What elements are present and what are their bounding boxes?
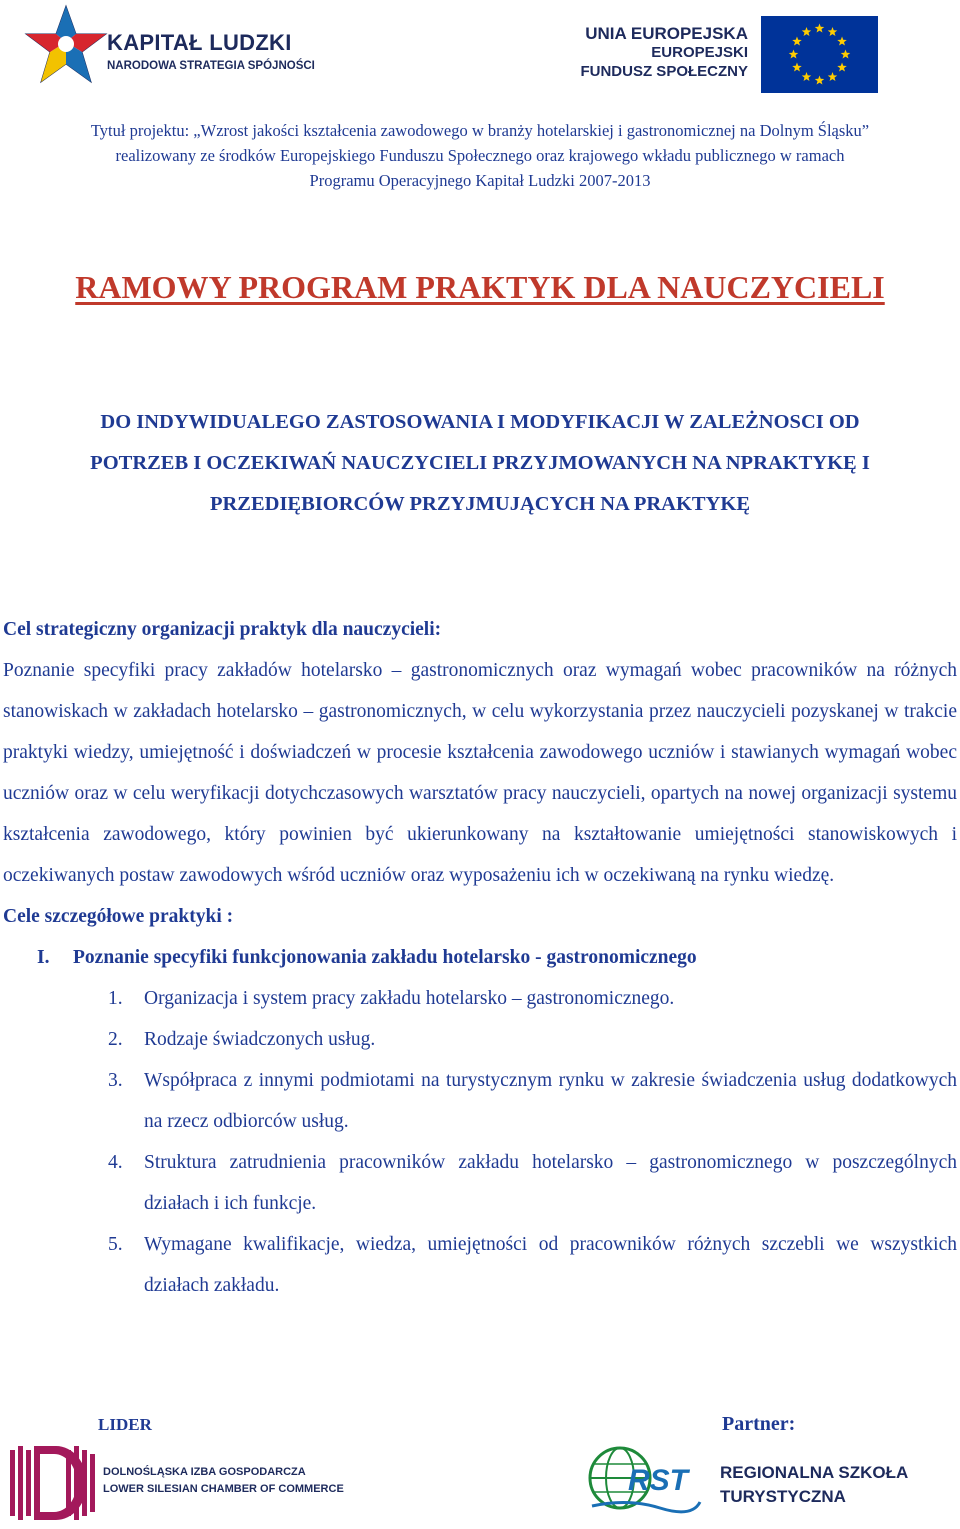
list-item-text: Wymagane kwalifikacje, wiedza, umiejętności od pracowników różnych szczebli we wszystkich działach zakładu. — [144, 1234, 957, 1296]
kapital-ludzki-subtitle: NARODOWA STRATEGIA SPÓJNOŚCI — [107, 60, 315, 72]
project-line-1: Tytuł projektu: „Wzrost jakości kształcenia zawodowego w branży hotelarskiej i gastronomicznej na Dolnym Śląsku” — [90, 121, 870, 140]
lider-label: LIDER — [98, 1415, 152, 1434]
eu-line-1: UNIA EUROPEJSKA — [585, 24, 748, 43]
list-item-number: 4. — [108, 1152, 123, 1173]
partner-label: Partner: — [722, 1413, 796, 1435]
section-title: Poznanie specyfiki funkcjonowania zakładu hotelarsko - gastronomicznego — [73, 947, 697, 968]
list-item-number: 1. — [108, 988, 123, 1009]
partner-org-line-1: REGIONALNA SZKOŁA — [720, 1463, 909, 1482]
eu-line-3: FUNDUSZ SPOŁECZNY — [580, 63, 748, 80]
eu-flag-icon — [761, 16, 878, 93]
list-item-text: Organizacja i system pracy zakładu hotelarsko – gastronomicznego. — [144, 988, 675, 1009]
project-info — [0, 118, 960, 193]
partner-org-name — [720, 1461, 908, 1509]
kapital-ludzki-title: KAPITAŁ LUDZKI — [107, 30, 292, 55]
partner-org-line-2: TURYSTYCZNA — [720, 1487, 846, 1506]
list-item-number: 5. — [108, 1234, 123, 1255]
list-item — [108, 1060, 957, 1142]
page-subtitle — [0, 402, 960, 525]
list-item-number: 3. — [108, 1070, 123, 1091]
list-item — [108, 1019, 957, 1060]
project-line-2: realizowany ze środków Europejskiego Funduszu Społecznego oraz krajowego wkładu publicznego w ramach — [115, 146, 845, 165]
list-item-text: Współpraca z innymi podmiotami na turystycznym rynku w zakresie świadczenia usług dodatkowych na rzecz odbiorców usług. — [144, 1070, 957, 1132]
list-item-number: 2. — [108, 1029, 123, 1050]
list-item — [108, 1142, 957, 1224]
list-item-text: Struktura zatrudnienia pracowników zakładu hotelarsko – gastronomicznego w poszczególnych działach i ich funkcje. — [144, 1152, 957, 1214]
objectives-list — [3, 978, 957, 1306]
eu-line-2: EUROPEJSKI — [651, 44, 748, 61]
dig-emblem-logo — [8, 1440, 100, 1524]
strategic-goal-heading: Cel strategiczny organizacji praktyk dla nauczycieli: — [3, 619, 442, 640]
document-body — [3, 609, 957, 1306]
list-item — [108, 1224, 957, 1306]
list-item — [108, 978, 957, 1019]
subtitle-line-1: DO INDYWIDUALEGO ZASTOSOWANIA I MODYFIKACJI W ZALEŻNOSCI OD — [100, 411, 860, 433]
section-number: I. — [37, 947, 50, 968]
subtitle-line-2: POTRZEB I OCZEKIWAŃ NAUCZYCIELI PRZYJMOWANYCH NA NPRAKTYKĘ I — [90, 452, 870, 474]
page-title: RAMOWY PROGRAM PRAKTYK DLA NAUCZYCIELI — [75, 269, 885, 305]
section-heading — [37, 937, 957, 978]
rst-logo-text: RST — [628, 1464, 688, 1497]
detailed-goals-heading: Cele szczegółowe praktyki : — [3, 906, 234, 927]
lider-org-name — [103, 1464, 344, 1498]
project-line-3: Programu Operacyjnego Kapitał Ludzki 2007-2013 — [309, 171, 651, 190]
lider-org-line-1: DOLNOŚLĄSKA IZBA GOSPODARCZA — [103, 1466, 306, 1478]
eu-logo-text — [580, 24, 748, 81]
list-item-text: Rodzaje świadczonych usług. — [144, 1029, 376, 1050]
kapital-ludzki-star-icon — [24, 4, 114, 94]
lider-org-line-2: LOWER SILESIAN CHAMBER OF COMMERCE — [103, 1483, 344, 1495]
rst-globe-logo — [588, 1438, 703, 1520]
subtitle-line-3: PRZEDIĘBIORCÓW PRZYJMUJĄCYCH NA PRAKTYKĘ — [209, 493, 751, 515]
strategic-goal-text: Poznanie specyfiki pracy zakładów hotelarsko – gastronomicznych oraz wymagań wobec pracowników na różnych stanowiskach w zakładach hotelarsko – gastronomicznych, w celu wykorzystania przez nauczycieli pozyskanej w trakcie praktyki wiedzy, umiejętność i doświadczeń w procesie kształcenia zawodowego uczniów i stawianych wymagań wobec uczniów oraz w celu weryfikacji dotychczasowych warsztatów pracy nauczycieli, opartych na nowej organizacji systemu kształcenia zawodowego, który powinien być ukierunkowany na kształtowanie umiejętności stanowiskowych i oczekiwanych postaw zawodowych wśród uczniów oraz wyposażeniu ich w oczekiwaną na rynku wiedzę. — [3, 660, 957, 886]
